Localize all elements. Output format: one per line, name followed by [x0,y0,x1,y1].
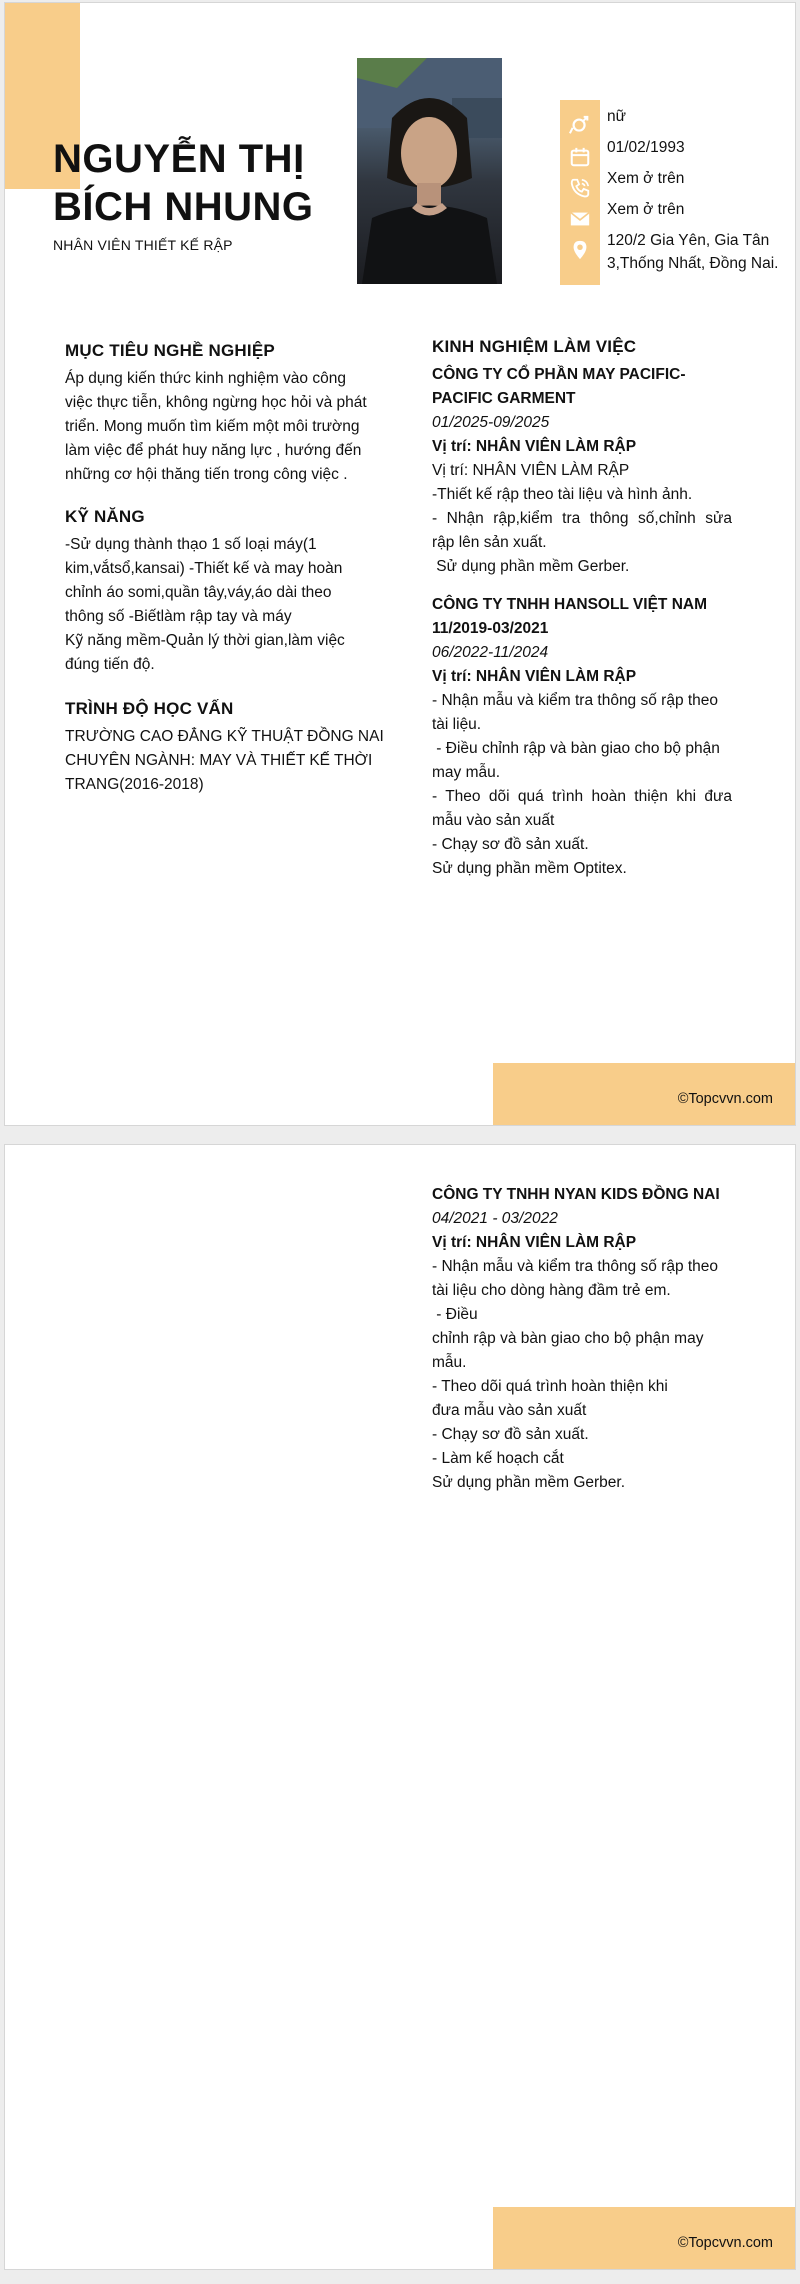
job-entry [432,1183,732,1495]
job-line: mẫu vào sản xuất [432,812,555,829]
job-title: NHÂN VIÊN THIẾT KẾ RẬP [53,237,233,253]
contact-icon-bar [560,100,600,285]
job-line: tài liệu cho dòng hàng đầm trẻ em. [432,1282,671,1299]
cv-page-1 [4,2,796,1126]
full-name [53,135,314,231]
calendar-icon [560,143,600,171]
contact-address [607,229,778,275]
contact-email: Xem ở trên [607,201,685,218]
contact-phone: Xem ở trên [607,170,685,187]
education-title: TRÌNH ĐỘ HỌC VẤN [65,699,234,718]
job-entry [432,363,732,579]
education-text: TRƯỜNG CAO ĐẲNG KỸ THUẬT ĐỒNG NAI CHUYÊN NGÀNH: MAY VÀ THIẾT KẾ THỜI TRANG(2016-2018) [65,728,384,793]
job-line: - Nhận rập,kiểm tra thông số,chỉnh sửa [432,510,732,527]
phone-icon [560,174,600,202]
job-company: CÔNG TY TNHH NYAN KIDS ĐỒNG NAI [432,1186,720,1203]
email-icon [560,205,600,233]
address-line-1: 120/2 Gia Yên, Gia Tân [607,232,770,249]
name-line-2: BÍCH NHUNG [53,185,314,229]
job-line: - Theo dõi quá trình hoàn thiện khi [432,1378,668,1395]
job-line: - Chạy sơ đồ sản xuất. [432,1426,589,1443]
job-line: tài liệu. [432,716,482,733]
job-position: Vị trí: NHÂN VIÊN LÀM RẬP [432,1234,637,1251]
job-line: Sử dụng phần mềm Gerber. [432,1474,626,1491]
job-line: Sử dụng phần mềm Optitex. [432,860,627,877]
skills-text: -Sử dụng thành thạo 1 số loại máy(1 kim,vắtsổ,kansai) -Thiết kế và may hoàn chỉnh áo somi,quần tây,váy,áo dài theo thông số -Biếtlàm rập tay và máy Kỹ năng mềm-Quản lý thời gian,làm việc đúng tiến độ. [65,536,345,673]
name-block [53,135,314,253]
job-entry [432,593,732,881]
job-date: 06/2022-11/2024 [432,644,549,661]
job-line: - Nhận mẫu và kiểm tra thông số rập theo [432,1258,719,1275]
contact-gender: nữ [607,108,626,125]
job-line: Vị trí: NHÂN VIÊN LÀM RẬP [432,462,630,479]
job-line: - Làm kế hoạch cắt [432,1450,564,1467]
job-date: 01/2025-09/2025 [432,414,550,431]
job-company: CÔNG TY CỔ PHẦN MAY PACIFIC- PACIFIC GARMENT [432,366,686,407]
job-line: Sử dụng phần mềm Gerber. [432,558,630,575]
experience-section [432,337,732,881]
job-company: CÔNG TY TNHH HANSOLL VIỆT NAM 11/2019-03/2021 [432,596,707,637]
job-line: rập lên sản xuất. [432,534,547,551]
objective-section [65,341,385,487]
location-icon [560,236,600,264]
job-line: mẫu. [432,1354,467,1371]
job-position: Vị trí: NHÂN VIÊN LÀM RẬP [432,668,637,685]
footer-copyright: ©Topcvvn.com [677,2235,773,2251]
cv-page-2 [4,1144,796,2270]
experience-title: KINH NGHIỆM LÀM VIỆC [432,337,637,356]
objective-text: Áp dụng kiến thức kinh nghiệm vào công việc thực tiễn, không ngừng học hỏi và phát triển. Mong muốn tìm kiếm một môi trường làm việc để phát huy năng lực , hướng đến những cơ hội thăng tiến trong công việc . [65,370,367,483]
skills-title: KỸ NĂNG [65,507,145,526]
job-line: chỉnh rập và bàn giao cho bộ phận may [432,1330,704,1347]
job-line: may mẫu. [432,764,501,781]
job-line: - Chạy sơ đồ sản xuất. [432,836,589,853]
job-date: 04/2021 - 03/2022 [432,1210,558,1227]
objective-title: MỤC TIÊU NGHỀ NGHIỆP [65,341,275,360]
skills-section [65,507,385,677]
job-line: - Điều [432,1306,478,1323]
profile-photo [357,58,502,284]
footer-copyright: ©Topcvvn.com [677,1091,773,1107]
contact-dob: 01/02/1993 [607,139,685,156]
name-line-1: NGUYỄN THỊ [53,137,305,181]
address-line-2: 3,Thống Nhất, Đồng Nai. [607,255,779,272]
job-line: - Nhận mẫu và kiểm tra thông số rập theo [432,692,719,709]
job-line: - Điều chỉnh rập và bàn giao cho bộ phận [432,740,720,757]
job-position: Vị trí: NHÂN VIÊN LÀM RẬP [432,438,637,455]
gender-icon [560,112,600,140]
job-line: đưa mẫu vào sản xuất [432,1402,587,1419]
experience-continued [432,1183,732,1495]
job-line: -Thiết kế rập theo tài liệu và hình ảnh. [432,486,693,503]
job-line: - Theo dõi quá trình hoàn thiện khi đưa [432,788,732,805]
education-section [65,699,385,797]
